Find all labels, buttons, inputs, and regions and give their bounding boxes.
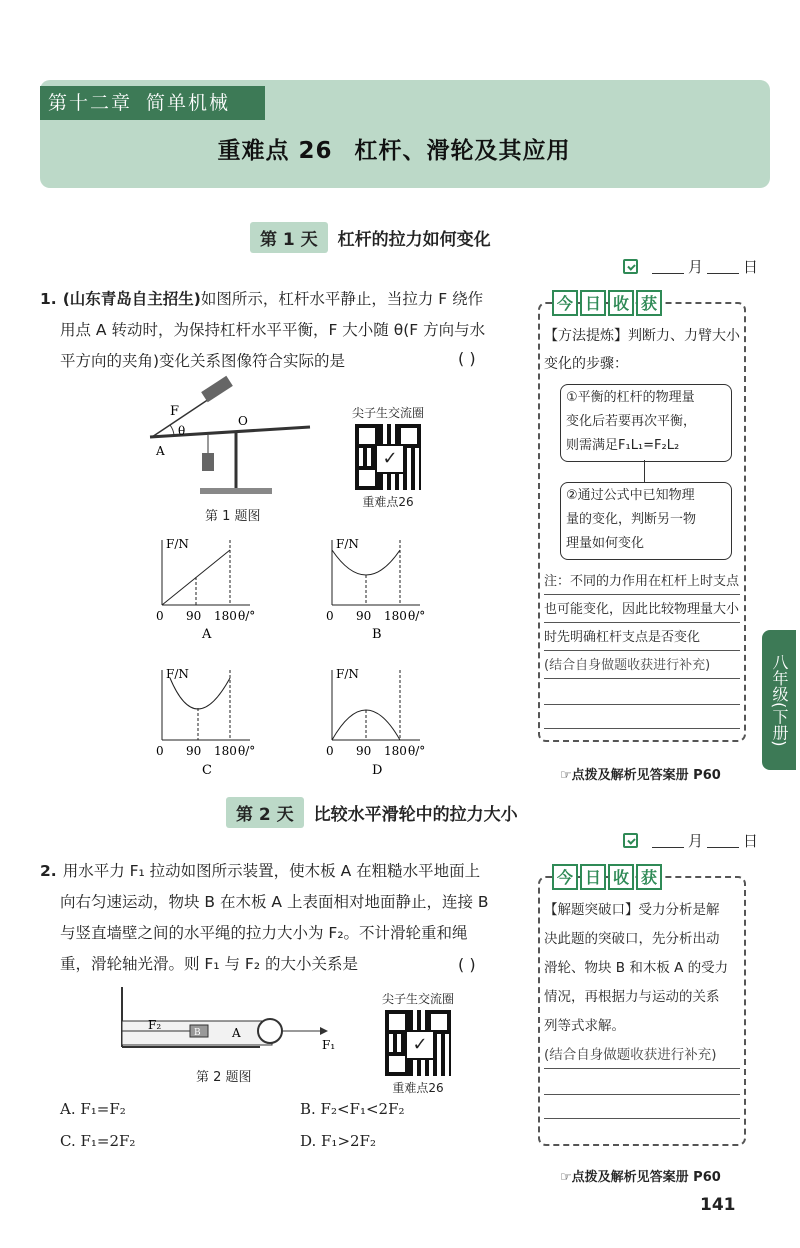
check-icon: ✓	[405, 1030, 435, 1060]
text-line: ①平衡的杠杆的物理量	[566, 390, 695, 405]
option-B[interactable]: B. F₂<F₁<2F₂	[300, 1100, 405, 1118]
title-char: 日	[580, 290, 606, 316]
ruled-line	[544, 650, 740, 651]
tick-90: 90	[186, 609, 202, 623]
label-F1: F₁	[322, 1038, 336, 1052]
text-line: (结合自身做题收获进行补充)	[544, 1047, 717, 1063]
question-text: 用点 A 转动时，为保持杠杆水平平衡，F 大小随 θ(F 方向与水	[60, 321, 486, 339]
tick-90: 90	[356, 744, 372, 758]
step-2-text	[566, 484, 732, 556]
y-axis-label: F/N	[336, 667, 359, 681]
answer-blank[interactable]: ( )	[458, 349, 476, 368]
day2-title: 比较水平滑轮中的拉力大小	[313, 805, 518, 825]
ruled-line	[544, 622, 740, 623]
option-label-B: B	[372, 627, 382, 642]
qr-subtitle: 重难点26	[392, 1081, 444, 1095]
label-F: F	[170, 404, 180, 419]
lever-figure	[140, 375, 320, 505]
ruled-line	[544, 1118, 740, 1119]
text-line: 理量如何变化	[566, 536, 645, 551]
step-1-text	[566, 386, 732, 458]
tick-180: 180	[384, 744, 407, 758]
title-char: 收	[608, 290, 634, 316]
lever-bar	[150, 427, 310, 437]
label-A: A	[232, 1026, 241, 1040]
tick-180: 180	[214, 609, 237, 623]
month-label: 月	[687, 258, 703, 276]
text-line: 列等式求解。	[544, 1018, 625, 1034]
month-label: 月	[687, 832, 703, 850]
key-point-number: 重难点 26	[217, 138, 333, 164]
option-C[interactable]: C. F₁=2F₂	[60, 1132, 136, 1150]
text-line: (结合自身做题收获进行补充)	[544, 658, 711, 673]
question-text: 如图所示，杠杆水平静止，当拉力 F 绕作	[200, 290, 484, 308]
side-title-2	[552, 864, 664, 890]
y-axis-label: F/N	[336, 537, 359, 551]
calendar-check-icon	[623, 259, 638, 274]
ruled-line	[544, 594, 740, 595]
question-text: 与竖直墙壁之间的水平绳的拉力大小为 F₂。不计滑轮重和绳	[60, 924, 468, 942]
title-char: 收	[608, 864, 634, 890]
graph-C	[156, 667, 255, 778]
graph-A	[156, 537, 255, 642]
text-line: 情况，再根据力与运动的关系	[544, 989, 720, 1005]
pulley-figure	[110, 985, 350, 1065]
qr-title: 尖子生交流圈	[352, 406, 425, 420]
ruled-line	[544, 704, 740, 705]
base	[200, 488, 272, 494]
origin-label: 0	[156, 744, 164, 758]
chapter-number: 第十二章	[48, 92, 133, 114]
qr-code-2[interactable]	[382, 990, 454, 1096]
label-theta: θ	[178, 424, 186, 438]
origin-label: 0	[326, 609, 334, 623]
qr-subtitle: 重难点26	[362, 495, 414, 509]
text-line: 时先明确杠杆支点是否变化	[544, 630, 701, 645]
chapter-name: 简单机械	[146, 92, 231, 114]
question-text: 用水平力 F₁ 拉动如图所示装置，使木板 A 在粗糙水平地面上	[62, 862, 481, 880]
day-label: 日	[742, 258, 758, 276]
origin-label: 0	[156, 609, 164, 623]
day1-title: 杠杆的拉力如何变化	[337, 230, 491, 250]
graph-D	[326, 667, 425, 778]
text-line: 注：不同的力作用在杠杆上时支点	[544, 574, 740, 589]
x-axis-label: θ/°	[408, 609, 426, 623]
ruled-line	[544, 1068, 740, 1069]
ruled-line	[544, 728, 740, 729]
tick-90: 90	[356, 609, 372, 623]
question-text: 向右匀速运动，物块 B 在木板 A 上表面相对地面静止，连接 B	[60, 893, 489, 911]
y-axis-label: F/N	[166, 537, 189, 551]
check-icon: ✓	[375, 444, 405, 474]
pulley	[258, 1019, 282, 1043]
y-axis-label: F/N	[166, 667, 189, 681]
question-text: 重，滑轮轴光滑。则 F₁ 与 F₂ 的大小关系是	[60, 955, 358, 973]
figure-caption-2: 第 2 题图	[196, 1070, 252, 1085]
origin-label: 0	[326, 744, 334, 758]
question-source: (山东青岛自主招生)	[62, 290, 201, 308]
text-line: 也可能变化，因此比较物理量大小	[544, 602, 740, 617]
hanging-weight	[202, 453, 214, 471]
qr-code-1[interactable]	[352, 404, 424, 510]
date-field-2[interactable]	[623, 830, 758, 851]
date-field-1[interactable]	[623, 256, 758, 277]
chapter-label	[40, 86, 265, 120]
page-number: 141	[700, 1195, 736, 1215]
answer-reference-2[interactable]: ☞点拨及解析见答案册 P60	[560, 1170, 721, 1185]
breakthrough-text	[544, 896, 744, 1070]
label-B: B	[194, 1028, 201, 1038]
label-A: A	[156, 444, 165, 458]
side-title-1	[552, 290, 664, 316]
key-point-name: 杠杆、滑轮及其应用	[354, 138, 571, 164]
answer-reference-1[interactable]: ☞点拨及解析见答案册 P60	[560, 768, 721, 783]
answer-graphs	[140, 530, 440, 780]
option-label-C: C	[202, 763, 212, 778]
text-line: 【解题突破口】受力分析是解	[544, 902, 720, 918]
figure-caption-1: 第 1 题图	[205, 509, 261, 524]
text-line: 量的变化，判断另一物	[566, 512, 697, 527]
calendar-check-icon	[623, 833, 638, 848]
label-O: O	[238, 414, 248, 428]
answer-blank[interactable]: ( )	[458, 955, 476, 974]
ruled-line	[544, 678, 740, 679]
day-label: 日	[742, 832, 758, 850]
title-char: 获	[636, 864, 662, 890]
day1-tag: 第 1 天	[250, 222, 328, 253]
text-line: 则需满足F₁L₁=F₂L₂	[566, 438, 680, 453]
question-number: 2.	[40, 862, 57, 880]
grade-tab[interactable]: 八年级(下册)	[762, 630, 796, 770]
down-arrow-icon	[644, 460, 645, 482]
day1-heading	[250, 222, 491, 253]
title-char: 日	[580, 864, 606, 890]
tick-180: 180	[384, 609, 407, 623]
question-1	[40, 284, 530, 377]
arrow-icon	[320, 1027, 328, 1035]
tick-90: 90	[186, 744, 202, 758]
option-label-D: D	[372, 763, 383, 778]
text-line: 滑轮、物块 B 和木板 A 的受力	[544, 960, 729, 976]
ruled-line	[544, 1094, 740, 1095]
qr-title: 尖子生交流圈	[382, 992, 455, 1006]
title-char: 获	[636, 290, 662, 316]
text-line: ②通过公式中已知物理	[566, 488, 695, 503]
x-axis-label: θ/°	[238, 609, 256, 623]
spring-scale	[201, 376, 233, 402]
x-axis-label: θ/°	[238, 744, 256, 758]
day2-tag: 第 2 天	[226, 797, 304, 828]
option-label-A: A	[202, 627, 212, 642]
graph-B	[326, 537, 425, 642]
day2-heading	[226, 797, 518, 828]
title-char: 今	[552, 290, 578, 316]
question-2	[40, 856, 530, 980]
text-line: 变化后若要再次平衡，	[566, 414, 697, 429]
title-char: 今	[552, 864, 578, 890]
tick-180: 180	[214, 744, 237, 758]
option-D[interactable]: D. F₁>2F₂	[300, 1132, 376, 1150]
x-axis-label: θ/°	[408, 744, 426, 758]
key-point-title	[40, 132, 770, 165]
text-line: 变化的步骤：	[544, 356, 628, 372]
text-line: 【方法提炼】判断力、力臂大小	[544, 328, 740, 344]
note-text	[544, 568, 744, 680]
question-text: 平方向的夹角)变化关系图像符合实际的是	[60, 352, 346, 370]
text-line: 决此题的突破口，先分析出动	[544, 931, 720, 947]
question-number: 1.	[40, 290, 57, 308]
option-A[interactable]: A. F₁=F₂	[60, 1100, 126, 1118]
method-text	[544, 322, 744, 378]
label-F2: F₂	[148, 1018, 162, 1032]
